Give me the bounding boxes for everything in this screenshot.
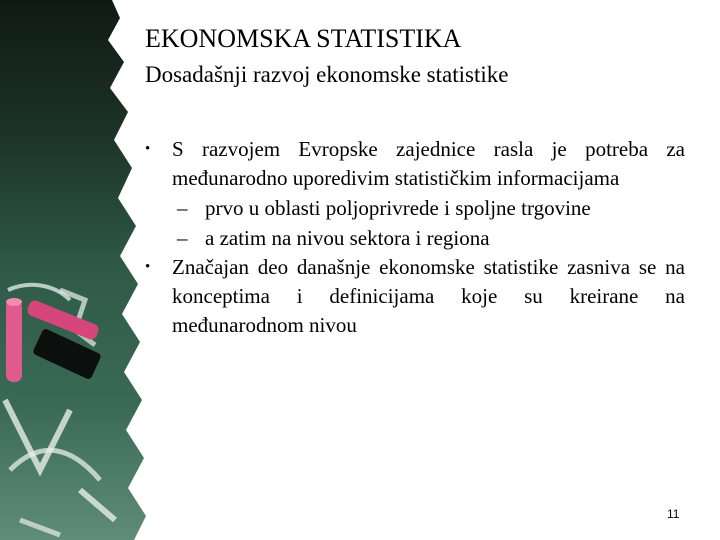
bullet-list	[145, 135, 685, 340]
sub-bullet-marker: –	[177, 196, 188, 220]
sub-bullet-text: prvo u oblasti poljoprivrede i spoljne trgovine	[205, 196, 591, 220]
bullet-text: Značajan deo današnje ekonomske statistike zasniva se na konceptima i definicijama koje su kreirane na međunarodnom nivou	[172, 255, 685, 337]
bullet-marker: •	[145, 259, 151, 275]
bullet-marker: •	[145, 141, 151, 157]
sub-bullet-marker: –	[177, 226, 188, 250]
bullet-item	[145, 135, 685, 193]
slide-title: EKONOMSKA STATISTIKA	[145, 24, 462, 53]
slide-subtitle: Dosadašnji razvoj ekonomske statistike	[145, 62, 509, 87]
slide-content	[145, 0, 705, 540]
bullet-item	[145, 253, 685, 340]
bullet-text: S razvojem Evropske zajednice rasla je potreba za međunarodno uporedivim statističkim informacijama	[172, 137, 685, 190]
sub-bullet-item	[145, 193, 685, 223]
chalkboard-image	[0, 0, 150, 540]
chalkboard-illustration	[0, 0, 150, 540]
sub-bullet-text: a zatim na nivou sektora i regiona	[205, 226, 490, 250]
sub-bullet-item	[145, 223, 685, 253]
page-number: 11	[667, 507, 680, 521]
